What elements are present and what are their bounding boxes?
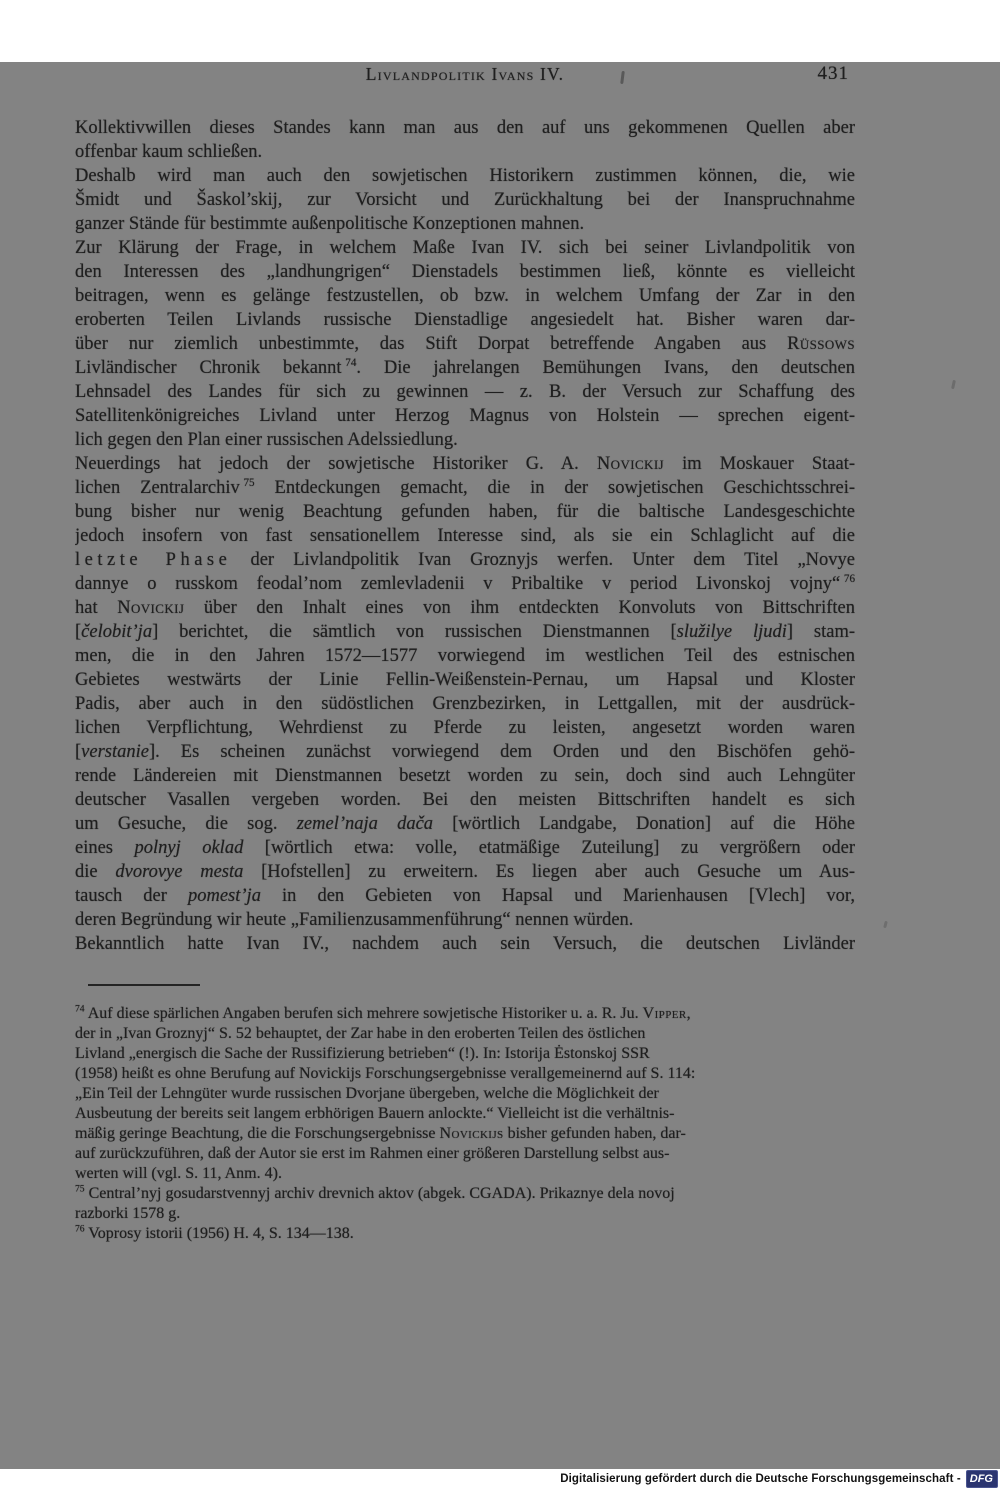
scan-speck <box>883 921 888 929</box>
footnote-line: razborki 1578 g. <box>75 1205 181 1222</box>
footnote-line: (1958) heißt es ohne Berufung auf Novickijs Forschungsergebnisse verallgemeinernd auf S. 114: <box>75 1065 696 1082</box>
text-line: um Gesuche, die sog. zemel’naja dača [wörtlich Landgabe, Donation] auf die Höhe <box>75 814 855 834</box>
footnote-line: Ausbeutung der bereits seit langem erbhörigen Bauern anlockte.“ Vielleicht ist die verhältnis- <box>75 1105 675 1122</box>
text-line: über nur ziemlich unbestimmte, das Stift Dorpat betreffende Angaben aus Rüssows <box>75 334 855 354</box>
digitization-credit: Digitalisierung gefördert durch die Deutsche Forschungsgemeinschaft - <box>560 1473 961 1485</box>
page-header <box>75 62 855 86</box>
scanned-page <box>0 62 1000 1469</box>
text-line: beitragen, wenn es gelänge festzustellen, ob bzw. in welchem Umfang der Zar in den <box>75 286 855 306</box>
text-line: lichen Verpflichtung, Wehrdienst zu Pferde zu leisten, angesetzt worden waren <box>75 718 855 738</box>
footnote-line: „Ein Teil der Lehngüter wurde russischen Dvorjane übergeben, welche die Möglichkeit der <box>75 1085 659 1102</box>
text-line: deren Begründung wir heute „Familienzusammenführung“ nennen würden. <box>75 910 634 930</box>
text-line: tausch der pomest’ja in den Gebieten von Hapsal und Marienhausen [Vlech] vor, <box>75 886 855 906</box>
text-line: eroberten Teilen Livlands russische Dienstadlige angesiedelt hat. Bisher waren dar- <box>75 310 855 330</box>
footnotes <box>75 1004 860 1244</box>
text-line: offenbar kaum schließen. <box>75 142 263 162</box>
text-line: rende Ländereien mit Dienstmannen besetzt worden zu sein, doch sind auch Lehngüter <box>75 766 855 786</box>
text-line: Deshalb wird man auch den sowjetischen Historikern zustimmen können, die, wie <box>75 166 855 186</box>
footnote-line: $^{74}$ Auf diese spärlichen Angaben berufen sich mehrere sowjetische Historiker u. a. R. Ju. Vipper, <box>75 1003 691 1022</box>
footnote-line: Livland „energisch die Sache der Russifizierung betrieben“ (!). In: Istorija Ėstonskoj SSR <box>75 1045 650 1062</box>
text-line: Bekanntlich hatte Ivan IV., nachdem auch sein Versuch, die deutschen Livländer <box>75 934 855 954</box>
text-line: [verstanie]. Es scheinen zunächst vorwiegend dem Orden und den Bischöfen gehö- <box>75 742 855 762</box>
text-line: Livländischer Chronik bekannt $^{74}$. Die jahrelangen Bemühungen Ivans, den deutschen <box>75 356 855 378</box>
footnote-line: $^{75}$ Central’nyj gosudarstvennyj archiv drevnich aktov (abgek. CGADA). Prikaznye dela novoj <box>75 1183 675 1202</box>
footnote-line: $^{76}$ Voprosy istorii (1956) H. 4, S. 134—138. <box>75 1223 354 1242</box>
text-line: jedoch insofern von fast sensationellem Interesse sind, als sie ein Schlaglicht auf die <box>75 526 855 546</box>
text-line: hat Novickij über den Inhalt eines von ihm entdeckten Konvoluts von Bittschriften <box>75 598 855 618</box>
text-line: lich gegen den Plan einer russischen Adelssiedlung. <box>75 430 458 450</box>
text-line: Neuerdings hat jedoch der sowjetische Historiker G. A. Novickij im Moskauer Staat- <box>75 454 855 474</box>
page-number: 431 <box>817 63 849 84</box>
text-line: deutscher Vasallen vergeben worden. Bei den meisten Bittschriften handelt es sich <box>75 790 855 810</box>
text-line: Padis, aber auch in den südöstlichen Grenzbezirken, in Lettgallen, mit der ausdrück- <box>75 694 855 714</box>
text-line: Zur Klärung der Frage, in welchem Maße Ivan IV. sich bei seiner Livlandpolitik von <box>75 238 855 258</box>
running-title: Livlandpolitik Ivans IV. <box>365 64 565 84</box>
digitization-footer <box>0 1469 1000 1489</box>
text-line: Šmidt und Šaskol’skij, zur Vorsicht und Zurückhaltung bei der Inanspruchnahme <box>75 190 855 210</box>
dfg-logo: DFG <box>966 1470 998 1488</box>
text-line: ganzer Stände für bestimmte außenpolitische Konzeptionen mahnen. <box>75 214 585 234</box>
text-line: men, die in den Jahren 1572—1577 vorwiegend im westlichen Teil des estnischen <box>75 646 855 666</box>
footnote-line: mäßig geringe Beachtung, die die Forschungsergebnisse Novickijs bisher gefunden haben, dar- <box>75 1125 686 1142</box>
text-line: Kollektivwillen dieses Standes kann man aus den auf uns gekommenen Quellen aber <box>75 118 855 138</box>
text-line: letzte Phase der Livlandpolitik Ivan Groznyjs werfen. Unter dem Titel „Novye <box>75 550 855 570</box>
footnote-line: der in „Ivan Groznyj“ S. 52 behauptet, der Zar habe in den eroberten Teilen des östlichen <box>75 1025 646 1042</box>
footnote-line: werten will (vgl. S. 11, Anm. 4). <box>75 1165 282 1182</box>
body-text <box>75 116 855 956</box>
text-line: lichen Zentralarchiv $^{75}$ Entdeckungen gemacht, die in der sowjetischen Geschichtsschrei- <box>75 476 855 498</box>
text-line: eines polnyj oklad [wörtlich etwa: volle, etatmäßige Zuteilung] zu vergrößern oder <box>75 838 855 858</box>
text-line: Satellitenkönigreiches Livland unter Herzog Magnus von Holstein — sprechen eigent- <box>75 406 855 426</box>
scan-speck <box>951 380 956 389</box>
text-line: die dvorovye mesta [Hofstellen] zu erweitern. Es liegen aber auch Gesuche um Aus- <box>75 862 855 882</box>
text-line: Lehnsadel des Landes für sich zu gewinnen — z. B. der Versuch zur Schaffung des <box>75 382 855 402</box>
text-line: Gebietes westwärts der Linie Fellin-Weißenstein-Pernau, um Hapsal und Kloster <box>75 670 855 690</box>
text-line: dannye o russkom feodal’nom zemlevladenii v Pribaltike v period Livonskoj vojny“ $^{76}$ <box>75 572 855 594</box>
text-line: bung bisher nur wenig Beachtung gefunden haben, für die baltische Landesgeschichte <box>75 502 855 522</box>
text-line: den Interessen des „landhungrigen“ Dienstadels bestimmen ließ, könnte es vielleicht <box>75 262 855 282</box>
footnote-separator <box>88 984 200 986</box>
text-line: [čelobit’ja] berichtet, die sämtlich von russischen Dienstmannen [služilye ljudi] stam- <box>75 622 855 642</box>
footnote-line: auf zurückzuführen, daß der Autor sie erst im Rahmen einer größeren Darstellung selbst aus- <box>75 1145 670 1162</box>
